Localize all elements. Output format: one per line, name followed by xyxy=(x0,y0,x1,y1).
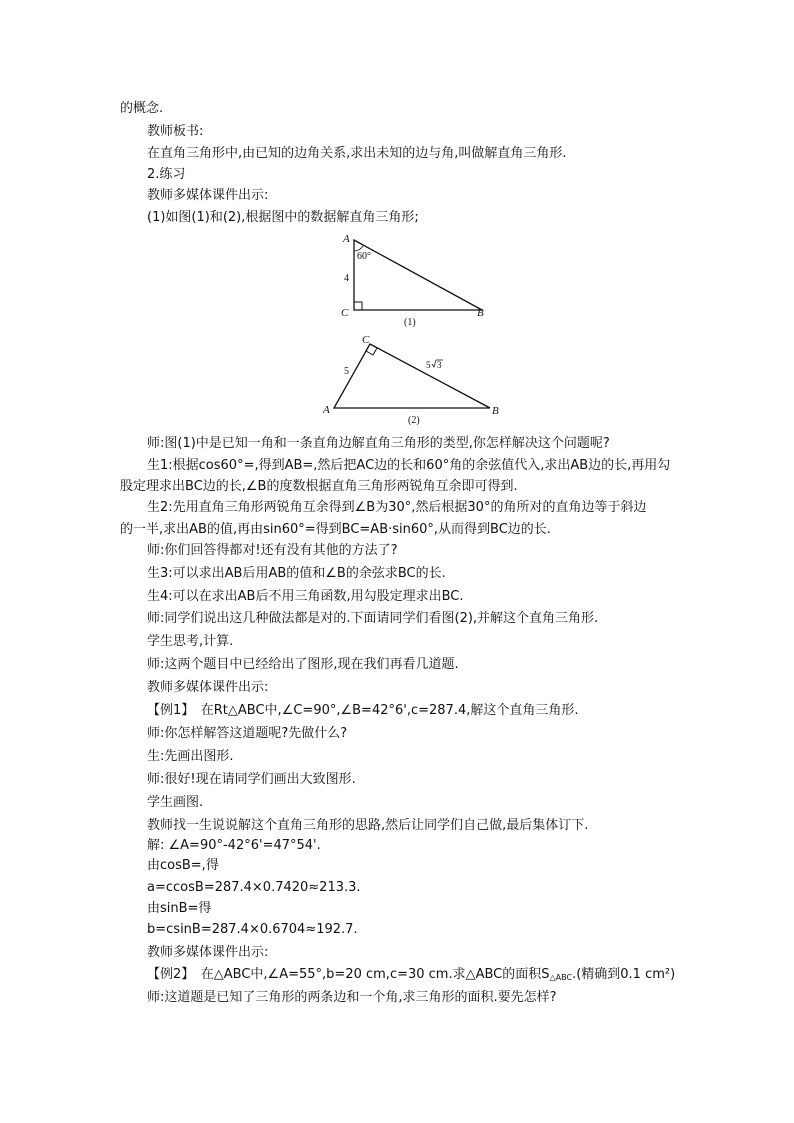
text-line: 股定理求出BC边的长,∠B的度数根据直角三角形两锐角互余即可得到. xyxy=(120,479,518,494)
text-line: 生3:可以求出AB后用AB的值和∠B的余弦求BC的长. xyxy=(147,566,446,581)
text-line: 师:很好!现在请同学们画出大致图形. xyxy=(147,772,356,787)
side-ac-label: 5 xyxy=(344,366,349,377)
triangle-figure-1 xyxy=(330,228,500,330)
vertex-c-label: C xyxy=(362,334,370,346)
figure-caption: (2) xyxy=(408,415,420,426)
vertex-b-label: B xyxy=(477,307,484,319)
triangle-figure-2 xyxy=(318,334,508,428)
triangle-1-shape xyxy=(354,240,482,310)
text-line: 生1:根据cos60°=,得到AB=,然后把AC边的长和60°角的余弦值代入,求出AB边的长,再用勾 xyxy=(147,458,671,473)
solution-line: a=ccosB=287.4×0.7420≈213.3. xyxy=(147,880,361,895)
figure-caption: (1) xyxy=(404,317,416,328)
text-line: 师:同学们说出这几种做法都是对的.下面请同学们看图(2),并解这个直角三角形. xyxy=(147,611,599,626)
text-line: 的概念. xyxy=(120,101,164,116)
text-line: 在直角三角形中,由已知的边角关系,求出未知的边与角,叫做解直角三角形. xyxy=(147,146,567,161)
solution-line: b=csinB=287.4×0.6704≈192.7. xyxy=(147,922,358,937)
text-line: 学生画图. xyxy=(147,795,204,810)
vertex-a-label: A xyxy=(343,233,350,245)
text-line: 生:先画出图形. xyxy=(147,749,234,764)
text-line: 学生思考,计算. xyxy=(147,634,234,649)
text-line: 生4:可以在求出AB后不用三角函数,用勾股定理求出BC. xyxy=(147,589,464,604)
text-line: 师:你怎样解答这道题呢?先做什么? xyxy=(147,726,348,741)
example-2: 【例2】 在△ABC中,∠A=55°,b=20 cm,c=30 cm.求△ABC的面积$S_{\triangle ABC}$.(精确到0.1 cm²) xyxy=(147,967,676,982)
example-1: 【例1】 在Rt△ABC中,∠C=90°,∠B=42°6',c=287.4,解这个直角三角形. xyxy=(147,703,579,718)
text-line: 教师多媒体课件出示: xyxy=(147,945,269,960)
text-line: 教师找一生说说解这个直角三角形的思路,然后让同学们自己做,最后集体订下. xyxy=(147,818,589,833)
solution-line: 解: ∠A=90°-42°6'=47°54'. xyxy=(147,838,321,853)
text-line: 生2:先用直角三角形两锐角互余得到∠B为30°,然后根据30°的角所对的直角边等于斜边 xyxy=(147,500,647,515)
solution-line: 由sinB=得 xyxy=(147,901,212,916)
text-line: 师:这道题是已知了三角形的两条边和一个角,求三角形的面积.要先怎样? xyxy=(147,990,557,1005)
side-bc-label xyxy=(426,360,443,370)
text-line: 教师多媒体课件出示: xyxy=(147,680,269,695)
side-label: 4 xyxy=(344,273,349,284)
text-line: 师:这两个题目中已经给出了图形,现在我们再看几道题. xyxy=(147,657,459,672)
svg-text:5: 5 xyxy=(426,360,431,370)
text-line: 2.练习 xyxy=(147,167,186,182)
text-line: 的一半,求出AB的值,再由sin60°=得到BC=AB·sin60°,从而得到BC边的长. xyxy=(120,522,551,537)
right-angle-mark xyxy=(354,302,362,310)
text-line: 师:你们回答得都对!还有没有其他的方法了? xyxy=(147,543,398,558)
vertex-b-label: B xyxy=(492,405,499,417)
text-line: (1)如图(1)和(2),根据图中的数据解直角三角形; xyxy=(147,210,419,225)
svg-text:3: 3 xyxy=(437,360,442,370)
angle-label: 60° xyxy=(357,251,371,262)
text-line: 师:图(1)中是已知一角和一条直角边解直角三角形的类型,你怎样解决这个问题呢? xyxy=(147,436,610,451)
vertex-c-label: C xyxy=(341,307,349,319)
text-line: 教师板书: xyxy=(147,124,204,139)
vertex-a-label: A xyxy=(323,404,330,416)
solution-line: 由cosB=,得 xyxy=(147,858,219,873)
triangle-2-shape xyxy=(334,344,490,408)
text-line: 教师多媒体课件出示: xyxy=(147,188,269,203)
